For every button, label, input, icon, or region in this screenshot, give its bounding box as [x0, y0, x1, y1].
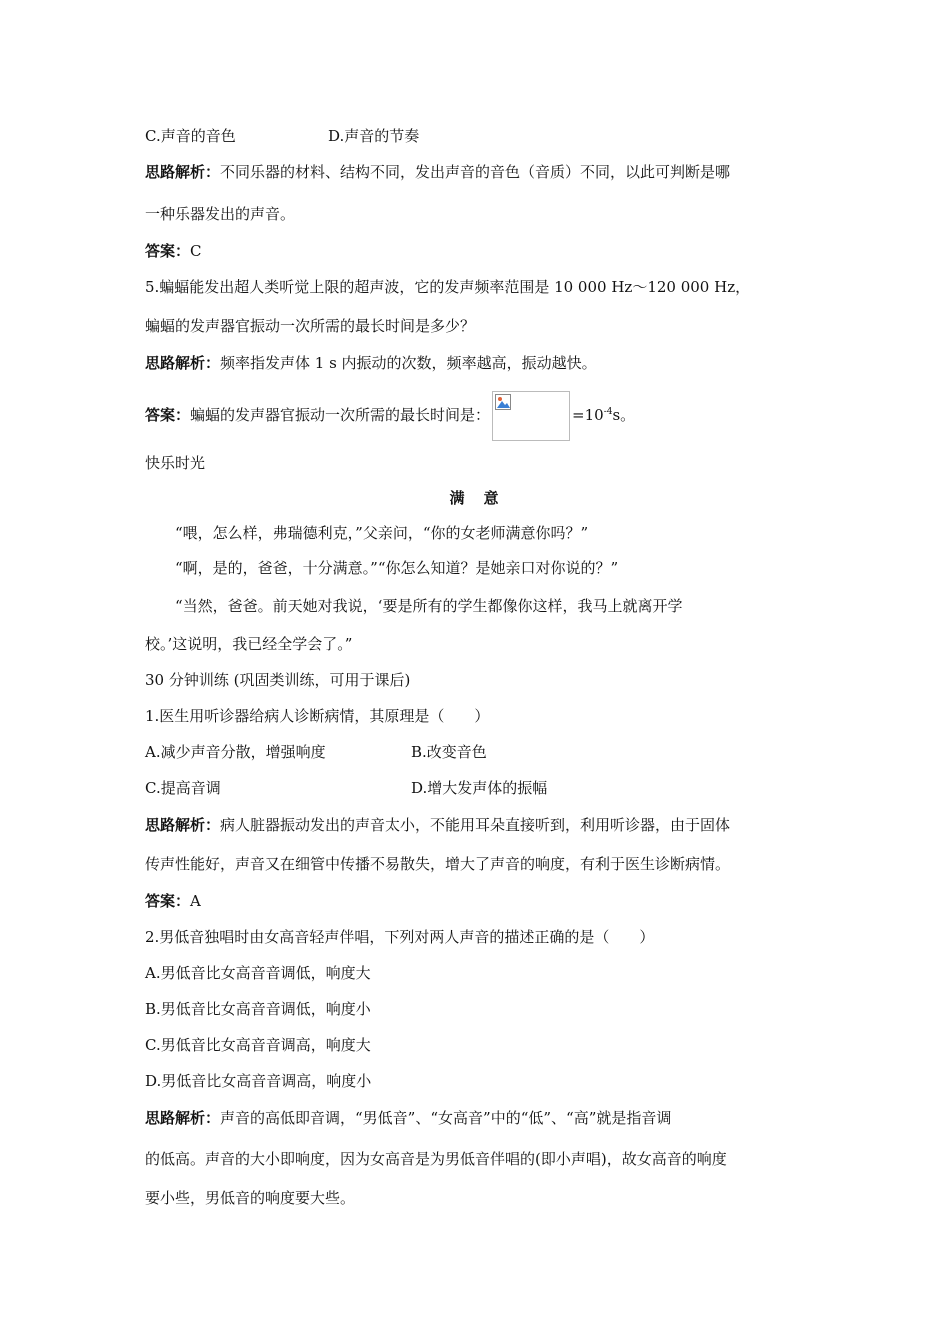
analysis-label: 思路解析：: [145, 163, 221, 181]
answer-label: 答案：: [145, 242, 191, 260]
q1-answer-label: 答案：: [145, 892, 191, 910]
story-para-3-cont: 校。’这说明，我已经全学会了。”: [145, 635, 353, 653]
q1-analysis-cont: 传声性能好，声音又在细管中传播不易散失，增大了声音的响度，有利于医生诊断病情。: [145, 855, 731, 873]
question-1: 1.医生用听诊器给病人诊断病情，其原理是（ ）: [145, 707, 490, 725]
q1-analysis-text: 病人脏器振动发出的声音太小，不能用耳朵直接听到，利用听诊器，由于固体: [220, 816, 731, 834]
q1-option-b: B.改变音色: [411, 743, 487, 761]
q2-option-c: C.男低音比女高音音调高，响度大: [145, 1036, 371, 1054]
question-2: 2.男低音独唱时由女高音轻声伴唱，下列对两人声音的描述正确的是（ ）: [145, 928, 655, 946]
question-5-cont: 蝙蝠的发声器官振动一次所需的最长时间是多少？: [145, 317, 476, 335]
q2-analysis-cont-2: 要小些，男低音的响度要大些。: [145, 1189, 356, 1207]
q2-option-d: D.男低音比女高音音调高，响度小: [145, 1072, 372, 1090]
formula-result: $=10^{-4}s$。: [572, 406, 636, 424]
formula-image: [492, 391, 570, 441]
q2-analysis-cont: 的低高。声音的大小即响度，因为女高音是为男低音伴唱的(即小声唱)，故女高音的响度: [145, 1150, 727, 1168]
question-5: 5.蝙蝠能发出超人类听觉上限的超声波，它的发声频率范围是 10 000 Hz～120 000 Hz，: [145, 278, 751, 296]
q2-analysis-text: 声音的高低即音调，“男低音”、“女高音”中的“低”、“高”就是指音调: [220, 1109, 672, 1127]
analysis-text-2: 频率指发声体 1 s 内振动的次数，频率越高，振动越快。: [220, 354, 597, 372]
story-title: 满 意: [449, 489, 501, 507]
answer-text: C: [190, 242, 202, 260]
story-para-1: “喂，怎么样，弗瑞德利克，”父亲问，“你的女老师满意你吗？”: [175, 524, 589, 542]
section-fun: 快乐时光: [145, 454, 206, 472]
q1-options-ab: [145, 742, 487, 762]
q1-option-c: C.提高音调: [145, 779, 221, 797]
option-c: C.声音的音色: [145, 127, 236, 145]
answer-line: [145, 241, 202, 261]
q1-options-cd: [145, 778, 548, 798]
answer-line-2: [145, 388, 635, 441]
q1-analysis-label: 思路解析：: [145, 816, 221, 834]
q2-option-b: B.男低音比女高音音调低，响度小: [145, 1000, 371, 1018]
answer-text-2: 蝙蝠的发声器官振动一次所需的最长时间是：: [190, 406, 491, 424]
story-para-3: “当然，爸爸。前天她对我说，‘要是所有的学生都像你这样，我马上就离开学: [175, 597, 683, 615]
q1-analysis: [145, 815, 730, 835]
q2-analysis-label: 思路解析：: [145, 1109, 221, 1127]
q1-answer: [145, 891, 201, 911]
broken-image-icon: [495, 394, 511, 410]
q2-analysis: [145, 1108, 671, 1128]
analysis-cont: 一种乐器发出的声音。: [145, 205, 296, 223]
q2-option-a: A.男低音比女高音音调低，响度大: [145, 964, 371, 982]
analysis-line: [145, 162, 730, 182]
q1-answer-text: A: [190, 892, 201, 910]
q1-option-d: D.增大发声体的振幅: [411, 779, 548, 797]
analysis-line-2: [145, 353, 597, 373]
analysis-text: 不同乐器的材料、结构不同，发出声音的音色（音质）不同，以此可判断是哪: [220, 163, 731, 181]
story-para-2: “啊，是的，爸爸，十分满意。”“你怎么知道？是她亲口对你说的？”: [175, 559, 619, 577]
q1-option-a: A.减少声音分散，增强响度: [145, 743, 326, 761]
answer-label-2: 答案：: [145, 406, 191, 424]
option-c-line: [145, 126, 420, 146]
analysis-label-2: 思路解析：: [145, 354, 221, 372]
section-training: 30 分钟训练 (巩固类训练，可用于课后): [145, 671, 411, 689]
option-d: D.声音的节奏: [328, 127, 420, 145]
